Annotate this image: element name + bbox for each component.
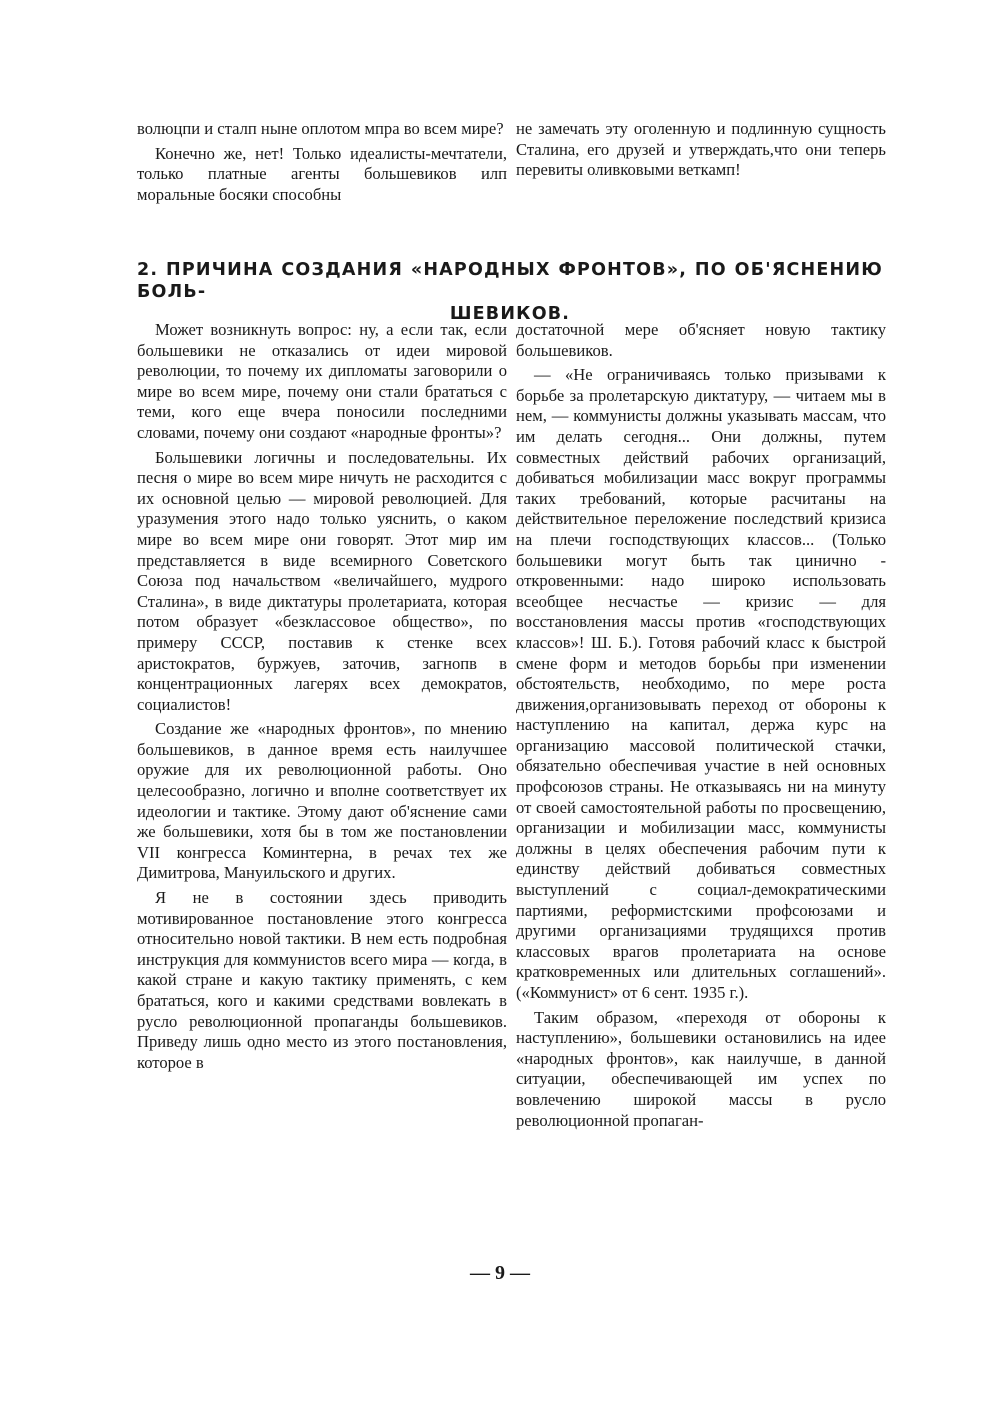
paragraph: не замечать эту оголенную и подлинную сущность Сталина, его друзей и утверждать,что они теперь перевиты оливковыми веткамп! [516,119,886,180]
paragraph: Конечно же, нет! Только идеалисты-мечтатели, только платные агенты большевиков илп моральные босяки способны [137,143,507,204]
paragraph: Большевики логичны и последовательны. Их песня о мире во всем мире ничуть не расходится с их основной целью — мировой революцией. Для уразумения этого надо только уяснить, о каком мире во всем мире они говорят. Этот мир им представляется в виде всемирного Советского Союза под начальством «величайшего, мудрого Сталина», в виде диктатуры пролетариата, которая потом образует «безклассовое общество», по примеру СССР, поставив к стенке всех аристократов, буржуев, заточив, загнопв в концентрационных лагерях всех демократов, социалистов! [137,447,507,714]
paragraph: Таким образом, «переходя от обороны к наступлению», большевики остановились на идее «народных фронтов», как наилучше, в данной ситуации, обеспечивающей им успех по вовлечению широкой массы в русло революционной пропаган- [516,1007,886,1130]
section-heading-line-2: ШЕВИКОВ. [449,304,571,324]
paragraph: волюцпи и сталп ныне оплотом мпра во всем мире? [137,119,504,138]
paragraph: достаточной мере об'ясняет новую тактику большевиков. [516,320,886,360]
paragraph: — «Не ограничиваясь только призывами к борьбе за пролетарскую диктатуру, — читаем мы в нем, — коммунисты должны указывать массам, что им делать сегодня... Они должны, путем совместных действий рабочих организаций, добиваться мобилизации масс вокруг программы таких требований, которые расчитаны на действительное переложение последствий кризиса на плечи господствующих классов... (Только большевики могут быть так цинично - откровенными: надо широко использовать всеобщее несчастье — кризис — для восстановления массы против «господствующих классов»! Ш. Б.). Готовя рабочий класс к быстрой смене форм и методов борьбы при изменении обстоятельств, необходимо, по мере роста движения,организовывать переход от обороны к наступлению на капитал, держа курс на организацию массовой политической стачки, обязательно обеспечивая участие в ней основных профсоюзов страны. Не отказываясь ни на минуту от своей самостоятельной работы по просвещению, организации и мобилизации масс, коммунисты должны в целях обеспечения рабочим пути к единству действий добиваться совместных выступлений с социал-демократическими партиями, реформистскими профсоюзами и другими организациями трудящихся против классовых врагов пролетариата на основе кратковременных или длительных соглашений». («Коммунист» от 6 сент. 1935 г.). [516,365,886,1002]
section-heading-line-1: 2. ПРИЧИНА СОЗДАНИЯ «НАРОДНЫХ ФРОНТОВ», ПО ОБ'ЯСНЕНИЮ БОЛЬ- [137,260,883,302]
top-right-column [516,119,886,181]
top-left-column [137,119,507,205]
paragraph: Я не в состоянии здесь приводить мотивированное постановление этого конгресса относительно новой тактики. В нем есть подробная инструкция для коммунистов всего мира — когда, в какой стране и какую тактику применять, с кем брататься, кого и какими средствами вовлекать в русло революционной пропаганды большевиков. Приведу лишь одно место из этого постановления, которое в [137,888,507,1072]
page-number: — 9 — [470,1262,530,1284]
section-heading [137,259,883,325]
left-column [137,320,507,1073]
paragraph: Может возникнуть вопрос: ну, а если так, если большевики не отказались от идеи мировой революции, то почему их дипломаты заговорили о мире во всем мире, почему они стали брататься с теми, кого еще вчера поносили последними словами, почему они создают «народные фронты»? [137,320,507,442]
paragraph: Создание же «народных фронтов», по мнению большевиков, в данное время есть наилучшее оружие для их революционной работы. Оно целесообразно, логично и вполне соответствует их идеологии и тактике. Этому дают об'яснение сами же большевики, хотя бы в том же постановлении VII конгресса Коминтерна, в речах тех же Димитрова, Мануильского и других. [137,719,507,883]
right-column [516,320,886,1131]
